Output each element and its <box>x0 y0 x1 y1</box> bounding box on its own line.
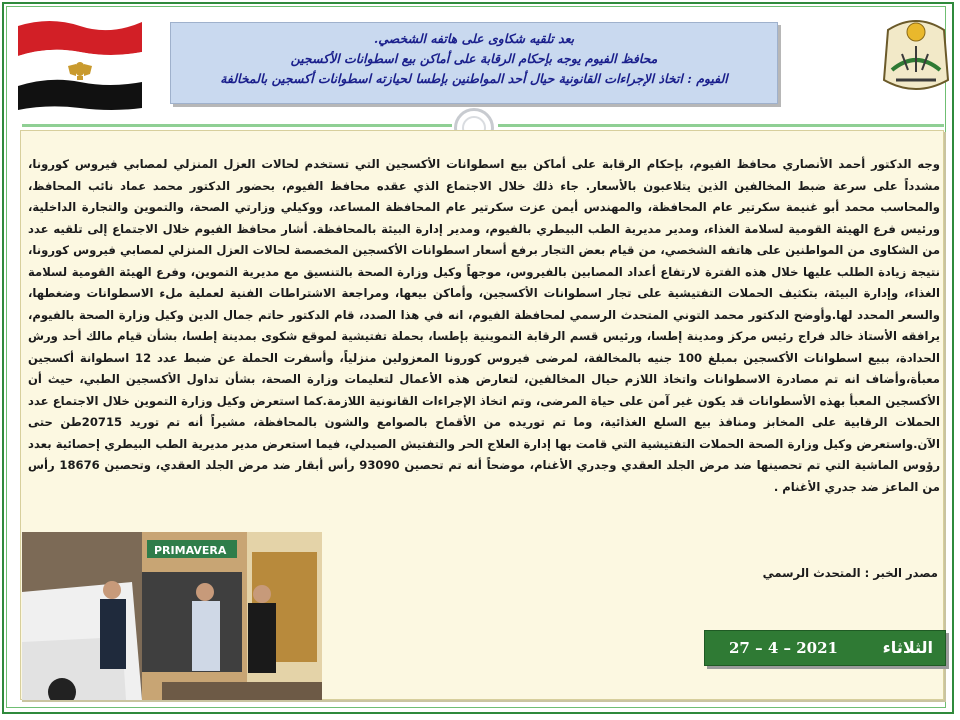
article-text: وجه الدكتور أحمد الأنصاري محافظ الفيوم، بإحكام الرقابة على أماكن بيع اسطوانات الأكسجين التي تستخدم لحالات العزل المنزلي لمصابي فيروس كورونا، مشدداً على سرعة ضبط المخالفين الذين يتلاعبون بالأسعار. جاء ذلك خلال الاجتماع الذي عقده محافظ الفيوم، بحضور الدكتور محمد عماد نائب المحافظ، والمحاسب محمد أبو غنيمة سكرتير عام المحافظة، والمهندس أيمن عزت سكرتير عام المحافظة المساعد، ووكيلي وزارتي الصحة، والتموين والتجارة الداخلية، ورئيس فرع الهيئة القومية لسلامة الغذاء، ومدير مديرية الطب البيطري بالفيوم، ومدير إدارة البيئة بالمحافظة. أشار محافظ الفيوم خلال الاجتماع إلى تلقيه عدد من الشكاوى من المواطنين على هاتفه الشخصي، من قيام بعض التجار برفع أسعار اسطوانات الأكسجين المخصصة لحالات العزل المنزلي لمصابي فيروس كورونا، نتيجة زيادة الطلب عليها خلال هذه الفترة لارتفاع أعداد المصابين بالفيروس، موجهاً وكيل وزارة الصحة بالتنسيق مع مديرية التموين، وفرع الهيئة القومية لسلامة الغذاء، وإدارة البيئة، بتكثيف الحملات التفتيشية على تجار اسطوانات الأكسجين، وأماكن بيعها، ومراجعة الاشتراطات الفنية لعملية ملء الاسطوانات وضغطها، والسعر المحدد لها.وأوضح الدكتور محمد التوني المتحدث الرسمي لمحافظة الفيوم، انه في هذا الصدد، قام الدكتور حاتم جمال الدين وكيل وزارة الصحة بالفيوم، يرافقه الأستاذ خالد فراج رئيس مركز ومدينة إطسا، ورئيس قسم الرقابة التموينية بإطسا، بحملة تفتيشية لموقع شكوى بمدينة إطسا، بشأن قيام مالك أحد ورش الحدادة، ببيع اسطوانات الأكسجين بمبلغ 100 جنيه بالمخالفة، لمرضى فيروس كورونا المعزولين منزلياً، وأسفرت الحملة عن ضبط عدد 12 اسطوانة أكسجين معبأة،وأضاف انه تم مصادرة الاسطوانات واتخاذ اللازم حيال المخالفين، لتعارض هذه الأعمال لتعليمات وزارة الصحة، بشأن تداول الأكسجين الطبي، حيث أن الأكسجين المعبأ بهذه الأسطوانات قد يكون غير آمن على حياة المرضى، وتم اتخاذ الإجراءات القانونية اللازمة.كما استعرض وكيل وزارة التموين خلال الاجتماع عدد الحملات الرقابية على المخابز ومنافذ بيع السلع الغذائية، وما تم توريده من الأقماح بالصوامع والشون بالمحافظة، مشيراً أنه تم توريد 20715طن حتى الآن.واستعرض وكيل وزارة الصحة الحملات التفتيشية التي قامت بها إدارة العلاج الحر والتفتيش الصيدلي، فيما استعرض مدير مديرية الطب البيطري إحصائية بعدد رؤوس الماشية التي تم تحصينها ضد مرض الجلد العقدي وجدري الأغنام، موضحاً أنه تم تحصين 93090 رأس أبقار ضد مرض الجلد العقدي، وتحصين 18676 رأس من الماعز ضد جدري الأغنام . <box>28 157 941 494</box>
headline-line-1: بعد تلقيه شكاوى على هاتفه الشخصي. <box>373 31 575 46</box>
date-banner <box>704 630 946 666</box>
inspection-photo <box>22 532 322 700</box>
date-value: 27 – 4 – 2021 <box>729 639 838 657</box>
egypt-flag-icon <box>14 12 146 112</box>
governorate-logo-icon <box>878 10 954 100</box>
headline-line-2: محافظ الفيوم يوجه بإحكام الرقابة على أماكن بيع اسطوانات الأكسجين <box>290 51 658 66</box>
shop-sign-text: PRIMAVERA <box>154 544 227 557</box>
headline-line-3: الفيوم : اتخاذ الإجراءات القانونية حيال أحد المواطنين بإطسا لحيازته اسطوانات أكسجين بالمخالفة <box>220 71 728 86</box>
divider-left <box>22 124 452 127</box>
headline-box <box>170 22 778 104</box>
divider-right <box>498 124 944 127</box>
news-source: مصدر الخبر : المتحدث الرسمي <box>762 566 938 580</box>
date-day: الثلاثاء <box>882 638 933 657</box>
